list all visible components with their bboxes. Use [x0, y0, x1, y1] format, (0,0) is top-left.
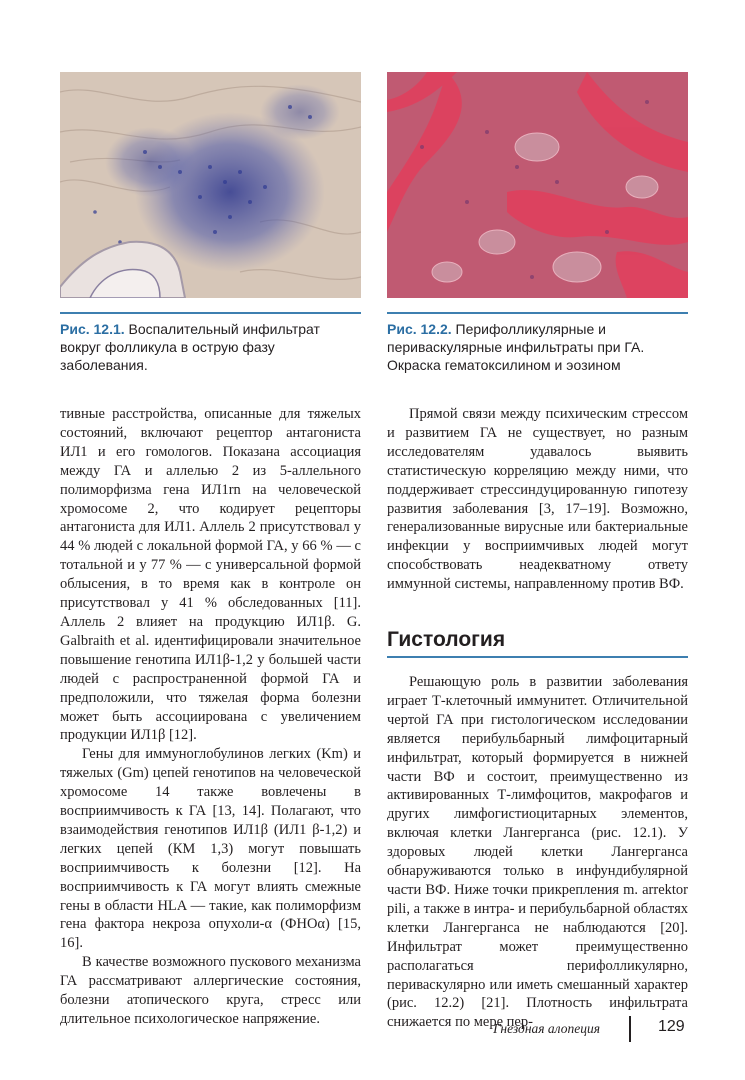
right-paragraph-2: Решающую роль в развитии заболевания играет Т-клеточный иммунитет. Отличительной чертой ГА при гистологическом исследовании является перибульбарный лимфоцитарный инфильтрат, который формируется в нижней части ВФ и состоит, преимущественно из активированных Т-лимфоцитов, макрофагов и других лимфогистиоцитарных элементов, включая клетки Лангерганса (рис. 12.1). У здоровых людей клетки Лангерганса обнаруживаются только в инфундибулярной части ВФ. Ниже точки прикрепления m. arrektor pili, а также в интра- и перибульбарной областях клетки Лангерганса не наблюдаются [20]. Инфильтрат может преимущественно располагаться перифолликулярно, периваскулярно или иметь смешанный характер (рис. 12.2) [21]. Плотность инфильтрата снижается по мере пер- [387, 674, 688, 1031]
figure-12-2-caption-text: Перифолликулярные и периваскулярные инфильтраты при ГА. Окраска гематоксилином и эозином [387, 321, 645, 373]
figure-12-1-number: Рис. 12.1. [60, 321, 125, 337]
right-paragraph-1: Прямой связи между психическим стрессом и развитием ГА не существует, но разным исследователям удавалось выявить статистическую корреляцию между ними, что поддерживает стрессиндуцированную гипотезу развития заболевания [3, 17–19]. Возможно, генерализованные вирусные или бактериальные инфекции у восприимчивых людей могут способствовать неадекватному ответу иммунной системы, направленному против ВФ. [387, 406, 688, 593]
caption-rule-left [60, 312, 361, 314]
figure-12-1-caption [60, 320, 360, 374]
figure-12-1-image [60, 72, 361, 298]
figure-12-2-image [387, 72, 688, 298]
figure-12-1-micrograph [60, 72, 361, 298]
page-number: 129 [658, 1018, 685, 1035]
section-heading-rule [387, 656, 688, 658]
figure-12-2-caption [387, 320, 687, 374]
left-text-column [60, 405, 361, 1029]
footer-divider [629, 1016, 631, 1042]
left-paragraph-1: тивные расстройства, описанные для тяжелых состояний, включают рецептор антагониста ИЛ1 и его гомологов. Показана ассоциация между ГА и аллелью 2 из 5-аллельного полиморфизма гена ИЛ1rn на человеческой хромосоме 2, что кодирует рецепторы антагониста для ИЛ1. Аллель 2 присутствовал у 44 % людей с локальной формой ГА, у 66 % — с тотальной и у 77 % — с универсальной формой облысения, в то время как в контроле он присутствовал у 41 % обследованных [11]. Аллель 2 влияет на продукцию ИЛ1β. G. Galbraith et al. идентифицировали значительное повышение генотипа ИЛ1β-1,2 у большей части людей с распространенной формой ГА и предположили, что тяжелая форма болезни может быть ассоциирована с увеличением продукции ИЛ1β [12]. [60, 406, 361, 744]
left-paragraph-3: В качестве возможного пускового механизма ГА рассматривают аллергические состояния, болезни атопического круга, стресс или длительное психологическое напряжение. [60, 954, 361, 1027]
caption-rule-right [387, 312, 688, 314]
figure-12-1-caption-text: Воспалительный инфильтрат вокруг фолликула в острую фазу заболевания. [60, 321, 320, 373]
right-text-column-bottom [387, 673, 688, 1032]
left-paragraph-2: Гены для иммуноглобулинов легких (Km) и тяжелых (Gm) цепей генотипов на человеческой хромосоме 14 также вовлечены в восприимчивость к ГА [13, 14]. Полагают, что взаимодействия генотипов ИЛ1β (ИЛ1 β-1,2) и легких цепей (КМ 1,3) могут повышать восприимчивость к болезни [12]. На восприимчивость к ГА могут влиять смежные гены в области HLA — такие, как полиморфизм гена фактора некроза опухоли-α (ФНОα) [15, 16]. [60, 746, 361, 952]
figure-12-2-number: Рис. 12.2. [387, 321, 452, 337]
running-title: Гнездная алопеция [493, 1021, 600, 1036]
right-text-column-top [387, 405, 688, 594]
figure-12-2-micrograph [387, 72, 688, 298]
section-heading: Гистология [387, 628, 506, 651]
